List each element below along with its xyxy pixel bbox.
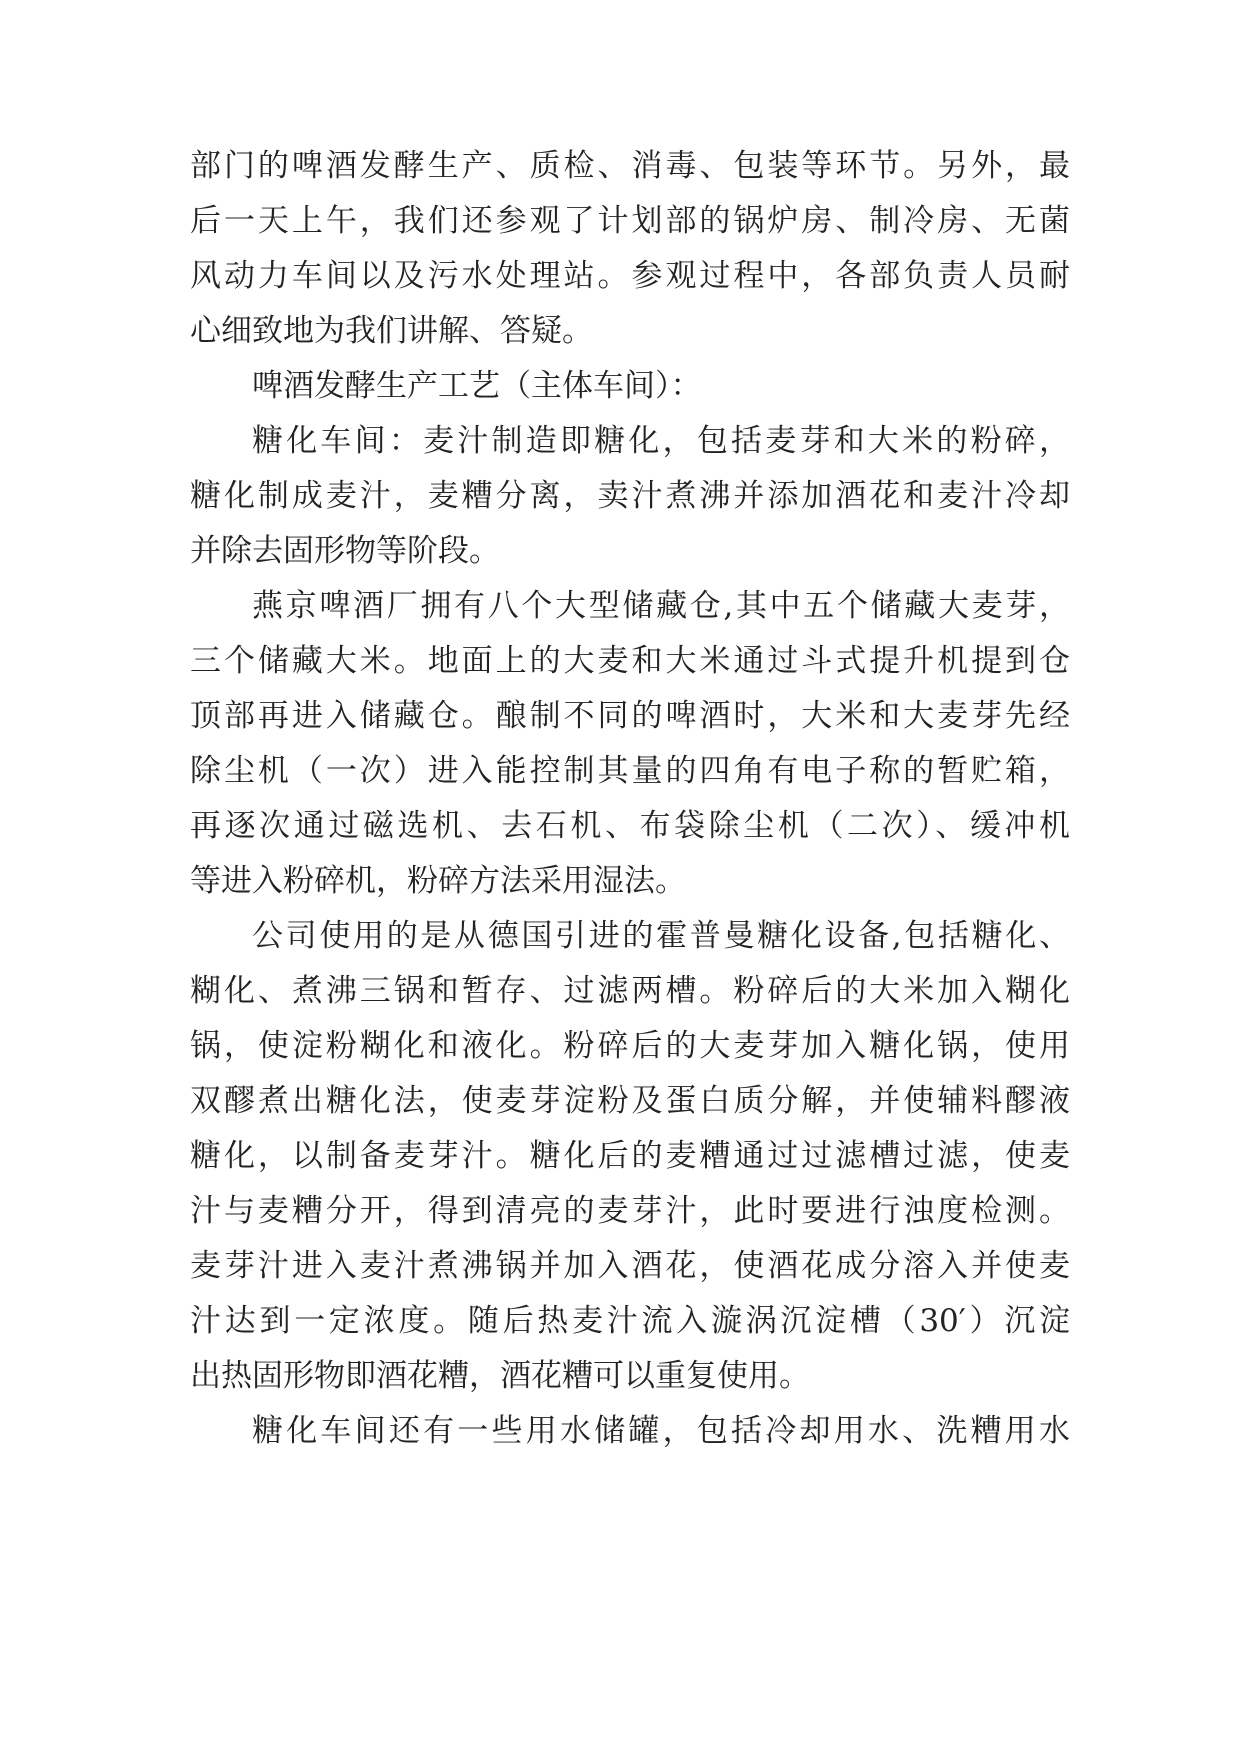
text-line: 出热固形物即酒花糟，酒花糟可以重复使用。 <box>190 1358 810 1394</box>
text-line: 除尘机（一次）进入能控制其量的四角有电子称的暂贮箱， <box>190 753 1070 789</box>
text-line: 糊化、煮沸三锅和暂存、过滤两槽。粉碎后的大米加入糊化 <box>190 973 1070 1009</box>
text-line: 并除去固形物等阶段。 <box>190 533 500 569</box>
text-line: 再逐次通过磁选机、去石机、布袋除尘机（二次）、缓冲机 <box>190 808 1070 844</box>
text-line: 汁与麦糟分开，得到清亮的麦芽汁，此时要进行浊度检测。 <box>190 1193 1070 1229</box>
text-line: 糖化，以制备麦芽汁。糖化后的麦糟通过过滤槽过滤，使麦 <box>190 1138 1070 1174</box>
text-line: 糖化车间：麦汁制造即糖化，包括麦芽和大米的粉碎， <box>252 423 1070 459</box>
text-line: 心细致地为我们讲解、答疑。 <box>190 313 593 349</box>
text-line: 燕京啤酒厂拥有八个大型储藏仓,其中五个储藏大麦芽， <box>252 588 1070 624</box>
text-line: 麦芽汁进入麦汁煮沸锅并加入酒花，使酒花成分溶入并使麦 <box>190 1248 1070 1284</box>
text-line: 三个储藏大米。地面上的大麦和大米通过斗式提升机提到仓 <box>190 643 1070 679</box>
section-heading: 啤酒发酵生产工艺（主体车间）： <box>252 368 702 404</box>
text-line: 后一天上午，我们还参观了计划部的锅炉房、制冷房、无菌 <box>190 203 1070 239</box>
text-line: 公司使用的是从德国引进的霍普曼糖化设备,包括糖化、 <box>252 918 1070 954</box>
text-line: 糖化制成麦汁，麦糟分离，卖汁煮沸并添加酒花和麦汁冷却 <box>190 478 1070 514</box>
text-line: 顶部再进入储藏仓。酿制不同的啤酒时，大米和大麦芽先经 <box>190 698 1070 734</box>
text-line: 锅，使淀粉糊化和液化。粉碎后的大麦芽加入糖化锅，使用 <box>190 1028 1070 1064</box>
text-line: 汁达到一定浓度。随后热麦汁流入漩涡沉淀槽（30′）沉淀 <box>190 1303 1070 1339</box>
text-line: 等进入粉碎机，粉碎方法采用湿法。 <box>190 863 686 899</box>
text-line: 双醪煮出糖化法，使麦芽淀粉及蛋白质分解，并使辅料醪液 <box>190 1083 1070 1119</box>
text-line: 部门的啤酒发酵生产、质检、消毒、包装等环节。另外，最 <box>190 148 1070 184</box>
text-line: 风动力车间以及污水处理站。参观过程中，各部负责人员耐 <box>190 258 1070 294</box>
text-line: 糖化车间还有一些用水储罐，包括冷却用水、洗糟用水 <box>252 1413 1070 1449</box>
